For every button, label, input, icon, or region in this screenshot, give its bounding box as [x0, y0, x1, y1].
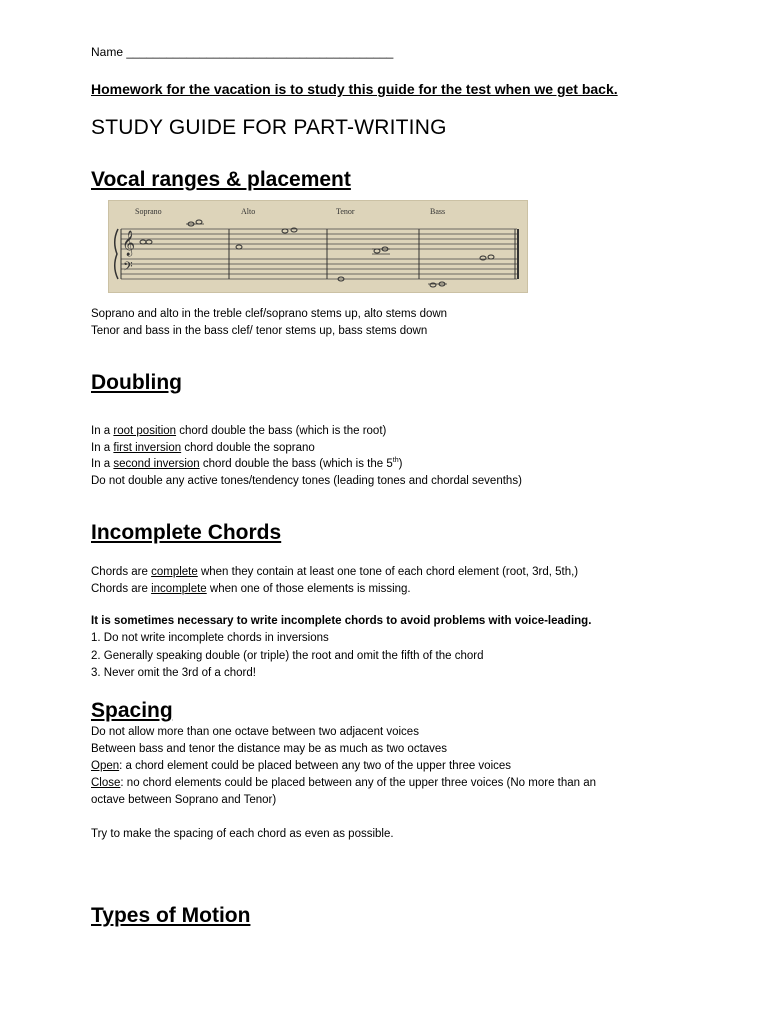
incomplete-line-1: Chords are complete when they contain at least one tone of each chord element (root, 3rd, 5th,): [91, 566, 579, 578]
spacing-line-1: Do not allow more than one octave between two adjacent voices: [91, 726, 419, 738]
incomplete-line-2: Chords are incomplete when one of those elements is missing.: [91, 583, 411, 595]
staff-label-soprano: Soprano: [135, 207, 162, 216]
doubling-line-3: In a second inversion chord double the bass (which is the 5th): [91, 457, 403, 470]
staff-label-tenor: Tenor: [336, 207, 355, 216]
spacing-tip: Try to make the spacing of each chord as even as possible.: [91, 828, 394, 840]
spacing-close-line: Close: no chord elements could be placed between any of the upper three voices (No more than an: [91, 777, 597, 789]
vocal-ranges-staff-image: [108, 200, 528, 293]
incomplete-rule-2: 2. Generally speaking double (or triple) the root and omit the fifth of the chord: [91, 650, 484, 662]
treble-staff-lines: [121, 229, 517, 249]
ledger-lines: [186, 224, 447, 284]
staff-label-alto: Alto: [241, 207, 256, 216]
bass-clef-icon: 𝄢: [123, 259, 133, 277]
vocal-line-2: Tenor and bass in the bass clef/ tenor stems up, bass stems down: [91, 325, 428, 337]
name-field-line: Name ________________________________________: [91, 45, 394, 59]
incomplete-rule-3: 3. Never omit the 3rd of a chord!: [91, 667, 256, 679]
doubling-line-4: Do not double any active tones/tendency tones (leading tones and chordal sevenths): [91, 475, 522, 487]
bass-staff-lines: [121, 259, 517, 279]
vocal-line-1: Soprano and alto in the treble clef/soprano stems up, alto stems down: [91, 308, 448, 320]
incomplete-rule-1: 1. Do not write incomplete chords in inversions: [91, 632, 329, 644]
types-of-motion-heading: Types of Motion: [91, 904, 251, 927]
grand-staff-illustration: [109, 201, 527, 292]
vocal-ranges-heading: Vocal ranges & placement: [91, 168, 351, 191]
homework-notice: Homework for the vacation is to study this guide for the test when we get back.: [91, 81, 618, 97]
doubling-line-2: In a first inversion chord double the soprano: [91, 442, 315, 454]
spacing-line-2: Between bass and tenor the distance may be as much as two octaves: [91, 743, 448, 755]
staff-label-bass: Bass: [430, 207, 446, 216]
spacing-heading: Spacing: [91, 699, 173, 722]
range-notes: [140, 220, 494, 287]
page-title: STUDY GUIDE FOR PART-WRITING: [91, 116, 447, 139]
treble-clef-icon: 𝄞: [122, 231, 136, 256]
brace-icon: [115, 229, 118, 279]
doubling-heading: Doubling: [91, 371, 182, 394]
incomplete-note-bold: It is sometimes necessary to write incomplete chords to avoid problems with voice-leading.: [91, 615, 592, 627]
incomplete-chords-heading: Incomplete Chords: [91, 521, 282, 544]
doubling-line-1: In a root position chord double the bass (which is the root): [91, 425, 387, 437]
spacing-close-continuation: octave between Soprano and Tenor): [91, 794, 277, 806]
barlines: [121, 229, 518, 279]
spacing-open-line: Open: a chord element could be placed between any two of the upper three voices: [91, 760, 512, 772]
